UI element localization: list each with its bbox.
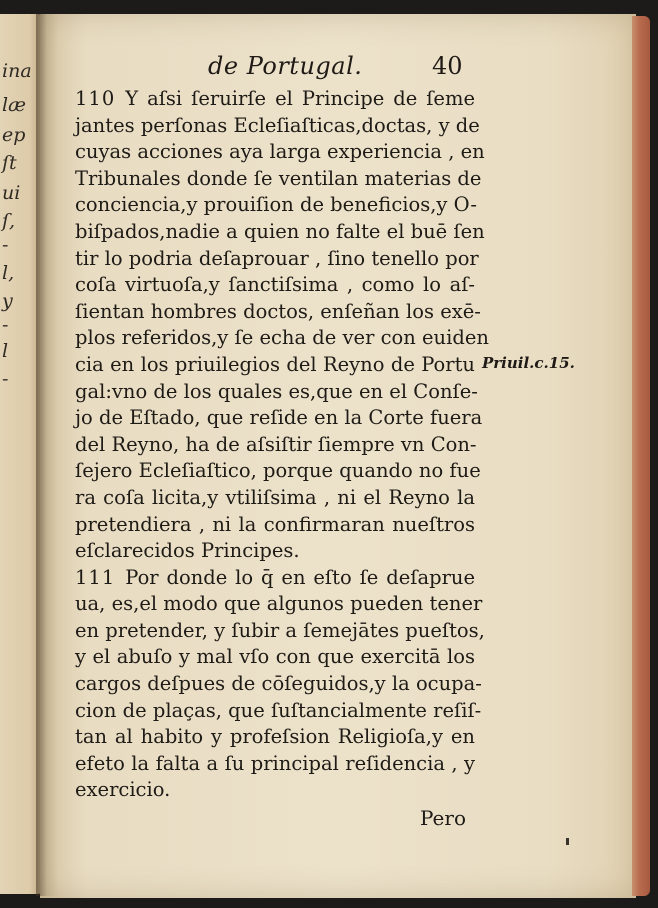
text-line: tir lo podria deſaprouar , ſino tenello por (75, 246, 479, 270)
text-line: cargos deſpues de cōſeguidos,y la ocupa- (75, 672, 482, 696)
page-red-edge (632, 16, 650, 896)
text-line: conciencia,y prouiſion de beneficios,y O- (75, 193, 477, 217)
text-line: Tribunales donde ſe ventilan materias de (75, 166, 482, 190)
text-line: cuyas acciones aya larga experiencia , en (75, 140, 485, 164)
text-line: ſejero Ecleſiaſtico, porque quando no fue (75, 459, 481, 483)
left-fragment: l (2, 340, 9, 362)
left-fragment: ui (2, 182, 21, 204)
left-fragment: læ (2, 94, 26, 116)
catchword: Pero (420, 806, 466, 830)
text-line: plos referidos,y ſe echa de ver con euiden (75, 326, 489, 350)
left-fragment: ina (2, 60, 32, 82)
left-fragment: - (2, 368, 9, 390)
running-head: de Portugal. (208, 52, 363, 80)
text-line: en pretender, y ſubir a ſemejātes pueſtos, (75, 618, 485, 642)
text-line: pretendiera , ni la confirmaran nueſtros (75, 512, 475, 536)
body-text (75, 86, 489, 804)
left-fragment: l, (2, 262, 15, 284)
text-line: cion de plaças, que ſuſtancialmente reſiſ- (75, 698, 482, 722)
text-line: jantes perſonas Ecleſiaſticas,doctas, y de (75, 113, 480, 137)
text-line: y el abuſo y mal vſo con que exercitā los (75, 645, 475, 669)
text-line: 111 Por donde lo q̄ en eſto ſe deſaprue (75, 565, 475, 589)
text-line: eſclarecidos Principes. (75, 539, 300, 563)
left-fragment: - (2, 234, 9, 256)
text-line: coſa virtuoſa,y ſanctiſsima , como lo aſ- (75, 273, 475, 297)
text-line: jo de Eſtado, que reſide en la Corte fuera (75, 406, 483, 430)
text-line: gal:vno de los quales es,que en el Conſe- (75, 379, 478, 403)
paragraph-number: 110 (75, 87, 116, 110)
text-line: del Reyno, ha de aſsiſtir ſiempre vn Con- (75, 432, 477, 456)
text-line: exercicio. (75, 778, 171, 802)
ink-mark (566, 838, 569, 845)
text-line: cia en los priuilegios del Reyno de Portu (75, 352, 475, 376)
page-number: 40 (432, 52, 463, 80)
paragraph-number: 111 (75, 565, 116, 589)
left-fragment: ep (2, 124, 26, 146)
left-fragment: - (2, 314, 9, 336)
left-fragment: ſt (2, 152, 17, 174)
left-fragment: y (2, 290, 13, 312)
gutter-shadow (36, 14, 58, 896)
text-line: biſpados,nadie a quien no falte el buē ſen (75, 219, 485, 243)
text-line: ra coſa licita,y vtiliſsima , ni el Reyno la (75, 485, 475, 509)
text-line: 110 Y aſsi ſeruirſe el Principe de ſeme (75, 87, 475, 110)
text-line: tan al habito y profeſsion Religioſa,y en (75, 725, 475, 749)
left-fragment: ſ, (2, 210, 16, 232)
text-line: ſientan hombres doctos, enſeñan los exē- (75, 299, 481, 323)
text-line: efeto la falta a ſu principal reſidencia , y (75, 751, 475, 775)
margin-note: Priuil.c.15. (482, 354, 575, 372)
text-line: ua, es,el modo que algunos pueden tener (75, 592, 483, 616)
